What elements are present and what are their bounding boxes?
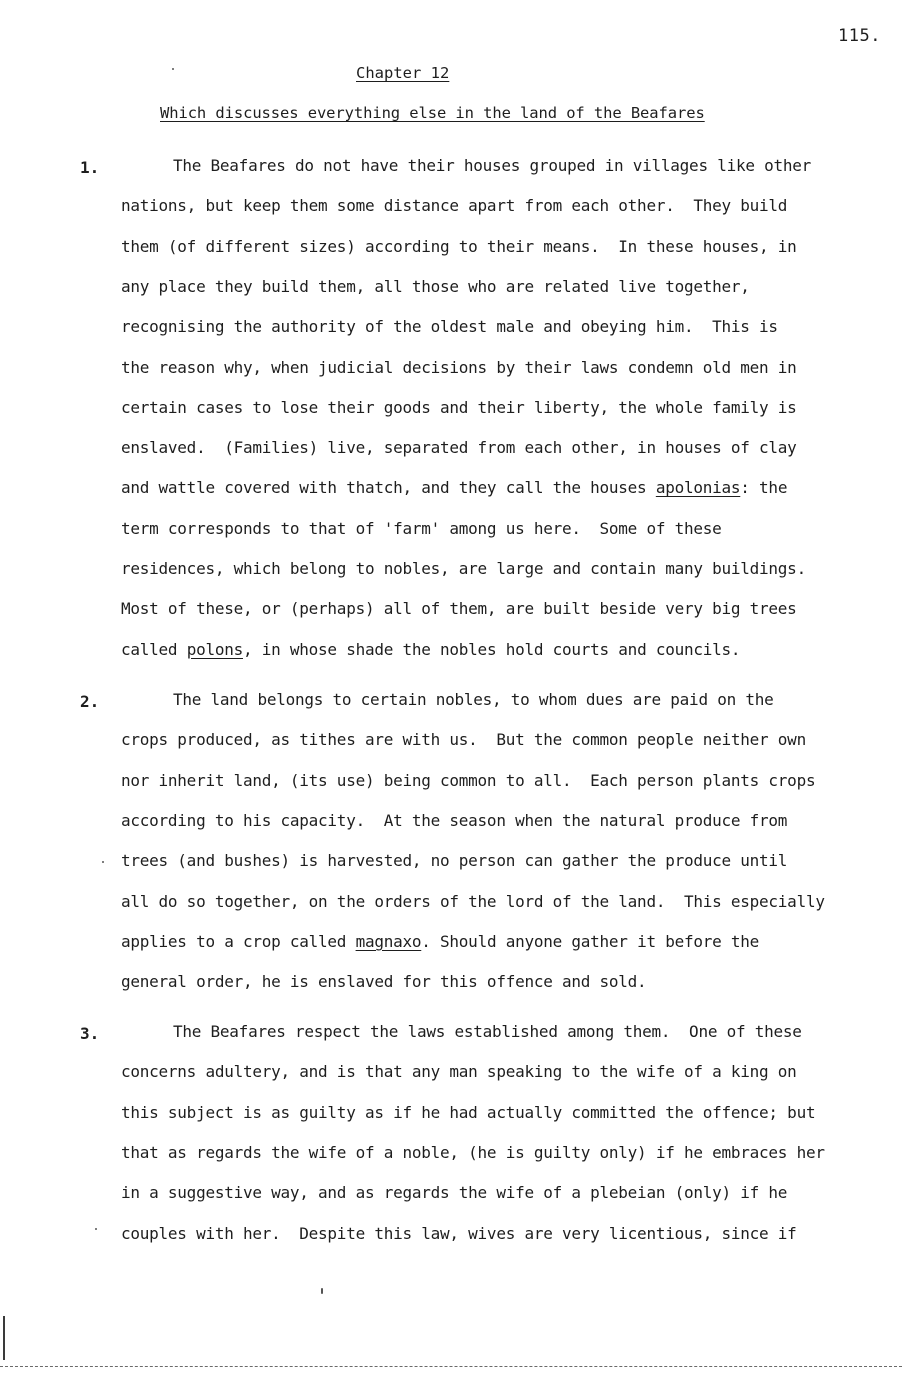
paper-speck (95, 1228, 97, 1230)
text-line: enslaved. (Families) live, separated from each other, in houses of clay (121, 438, 797, 458)
underlined-term: magnaxo (355, 931, 422, 951)
paragraph-number: 3. (80, 1024, 100, 1043)
underlined-term: apolonias (655, 478, 741, 498)
paragraph-number: 2. (80, 692, 100, 711)
text-line: trees (and bushes) is harvested, no person can gather the produce until (121, 851, 788, 871)
text-line: couples with her. Despite this law, wives are very licentious, since if (121, 1223, 797, 1243)
text-line: certain cases to lose their goods and their liberty, the whole family is (121, 397, 797, 417)
text-line: that as regards the wife of a noble, (he is guilty only) if he embraces her (121, 1142, 825, 1162)
text-line: nations, but keep them some distance apart from each other. They build (121, 196, 788, 216)
text-line: them (of different sizes) according to their means. In these houses, in (121, 236, 797, 256)
text-line: The Beafares do not have their houses grouped in villages like other (173, 156, 812, 175)
text-line: in a suggestive way, and as regards the wife of a plebeian (only) if he (121, 1183, 788, 1203)
text-line: nor inherit land, (its use) being common to all. Each person plants crops (121, 770, 816, 790)
text-line: this subject is as guilty as if he had actually committed the offence; but (121, 1102, 816, 1122)
page-bottom-rule (0, 1366, 902, 1367)
text-line: according to his capacity. At the season when the natural produce from (121, 810, 788, 830)
text-line: general order, he is enslaved for this offence and sold. (121, 972, 647, 992)
margin-mark (3, 1316, 5, 1360)
page-number: 115. (838, 26, 881, 46)
chapter-title: Chapter 12 (356, 64, 450, 82)
text-line: crops produced, as tithes are with us. But the common people neither own (121, 730, 806, 750)
paper-speck (172, 68, 174, 70)
text-line: The Beafares respect the laws established among them. One of these (173, 1022, 802, 1041)
text-line: all do so together, on the orders of the lord of the land. This especially (121, 891, 825, 911)
text-line: the reason why, when judicial decisions by their laws condemn old men in (121, 357, 797, 377)
paper-speck (102, 861, 104, 863)
text-line: any place they build them, all those who are related live together, (121, 276, 750, 296)
text-line: and wattle covered with thatch, and they call the houses apolonias: the (121, 478, 788, 498)
text-line: Most of these, or (perhaps) all of them, are built beside very big trees (121, 599, 797, 619)
underlined-term: polons (186, 639, 243, 659)
text-line: term corresponds to that of 'farm' among us here. Some of these (121, 518, 722, 538)
text-line: applies to a crop called magnaxo. Should anyone gather it before the (121, 931, 760, 951)
text-line: recognising the authority of the oldest male and obeying him. This is (121, 317, 778, 337)
paper-speck (321, 1288, 323, 1294)
text-line: residences, which belong to nobles, are large and contain many buildings. (121, 559, 806, 578)
paragraph-number: 1. (80, 158, 100, 177)
chapter-subtitle: Which discusses everything else in the land of the Beafares (160, 104, 705, 122)
text-line: called polons, in whose shade the nobles hold courts and councils. (121, 639, 741, 659)
text-line: The land belongs to certain nobles, to whom dues are paid on the (173, 690, 774, 709)
text-line: concerns adultery, and is that any man speaking to the wife of a king on (121, 1062, 797, 1082)
